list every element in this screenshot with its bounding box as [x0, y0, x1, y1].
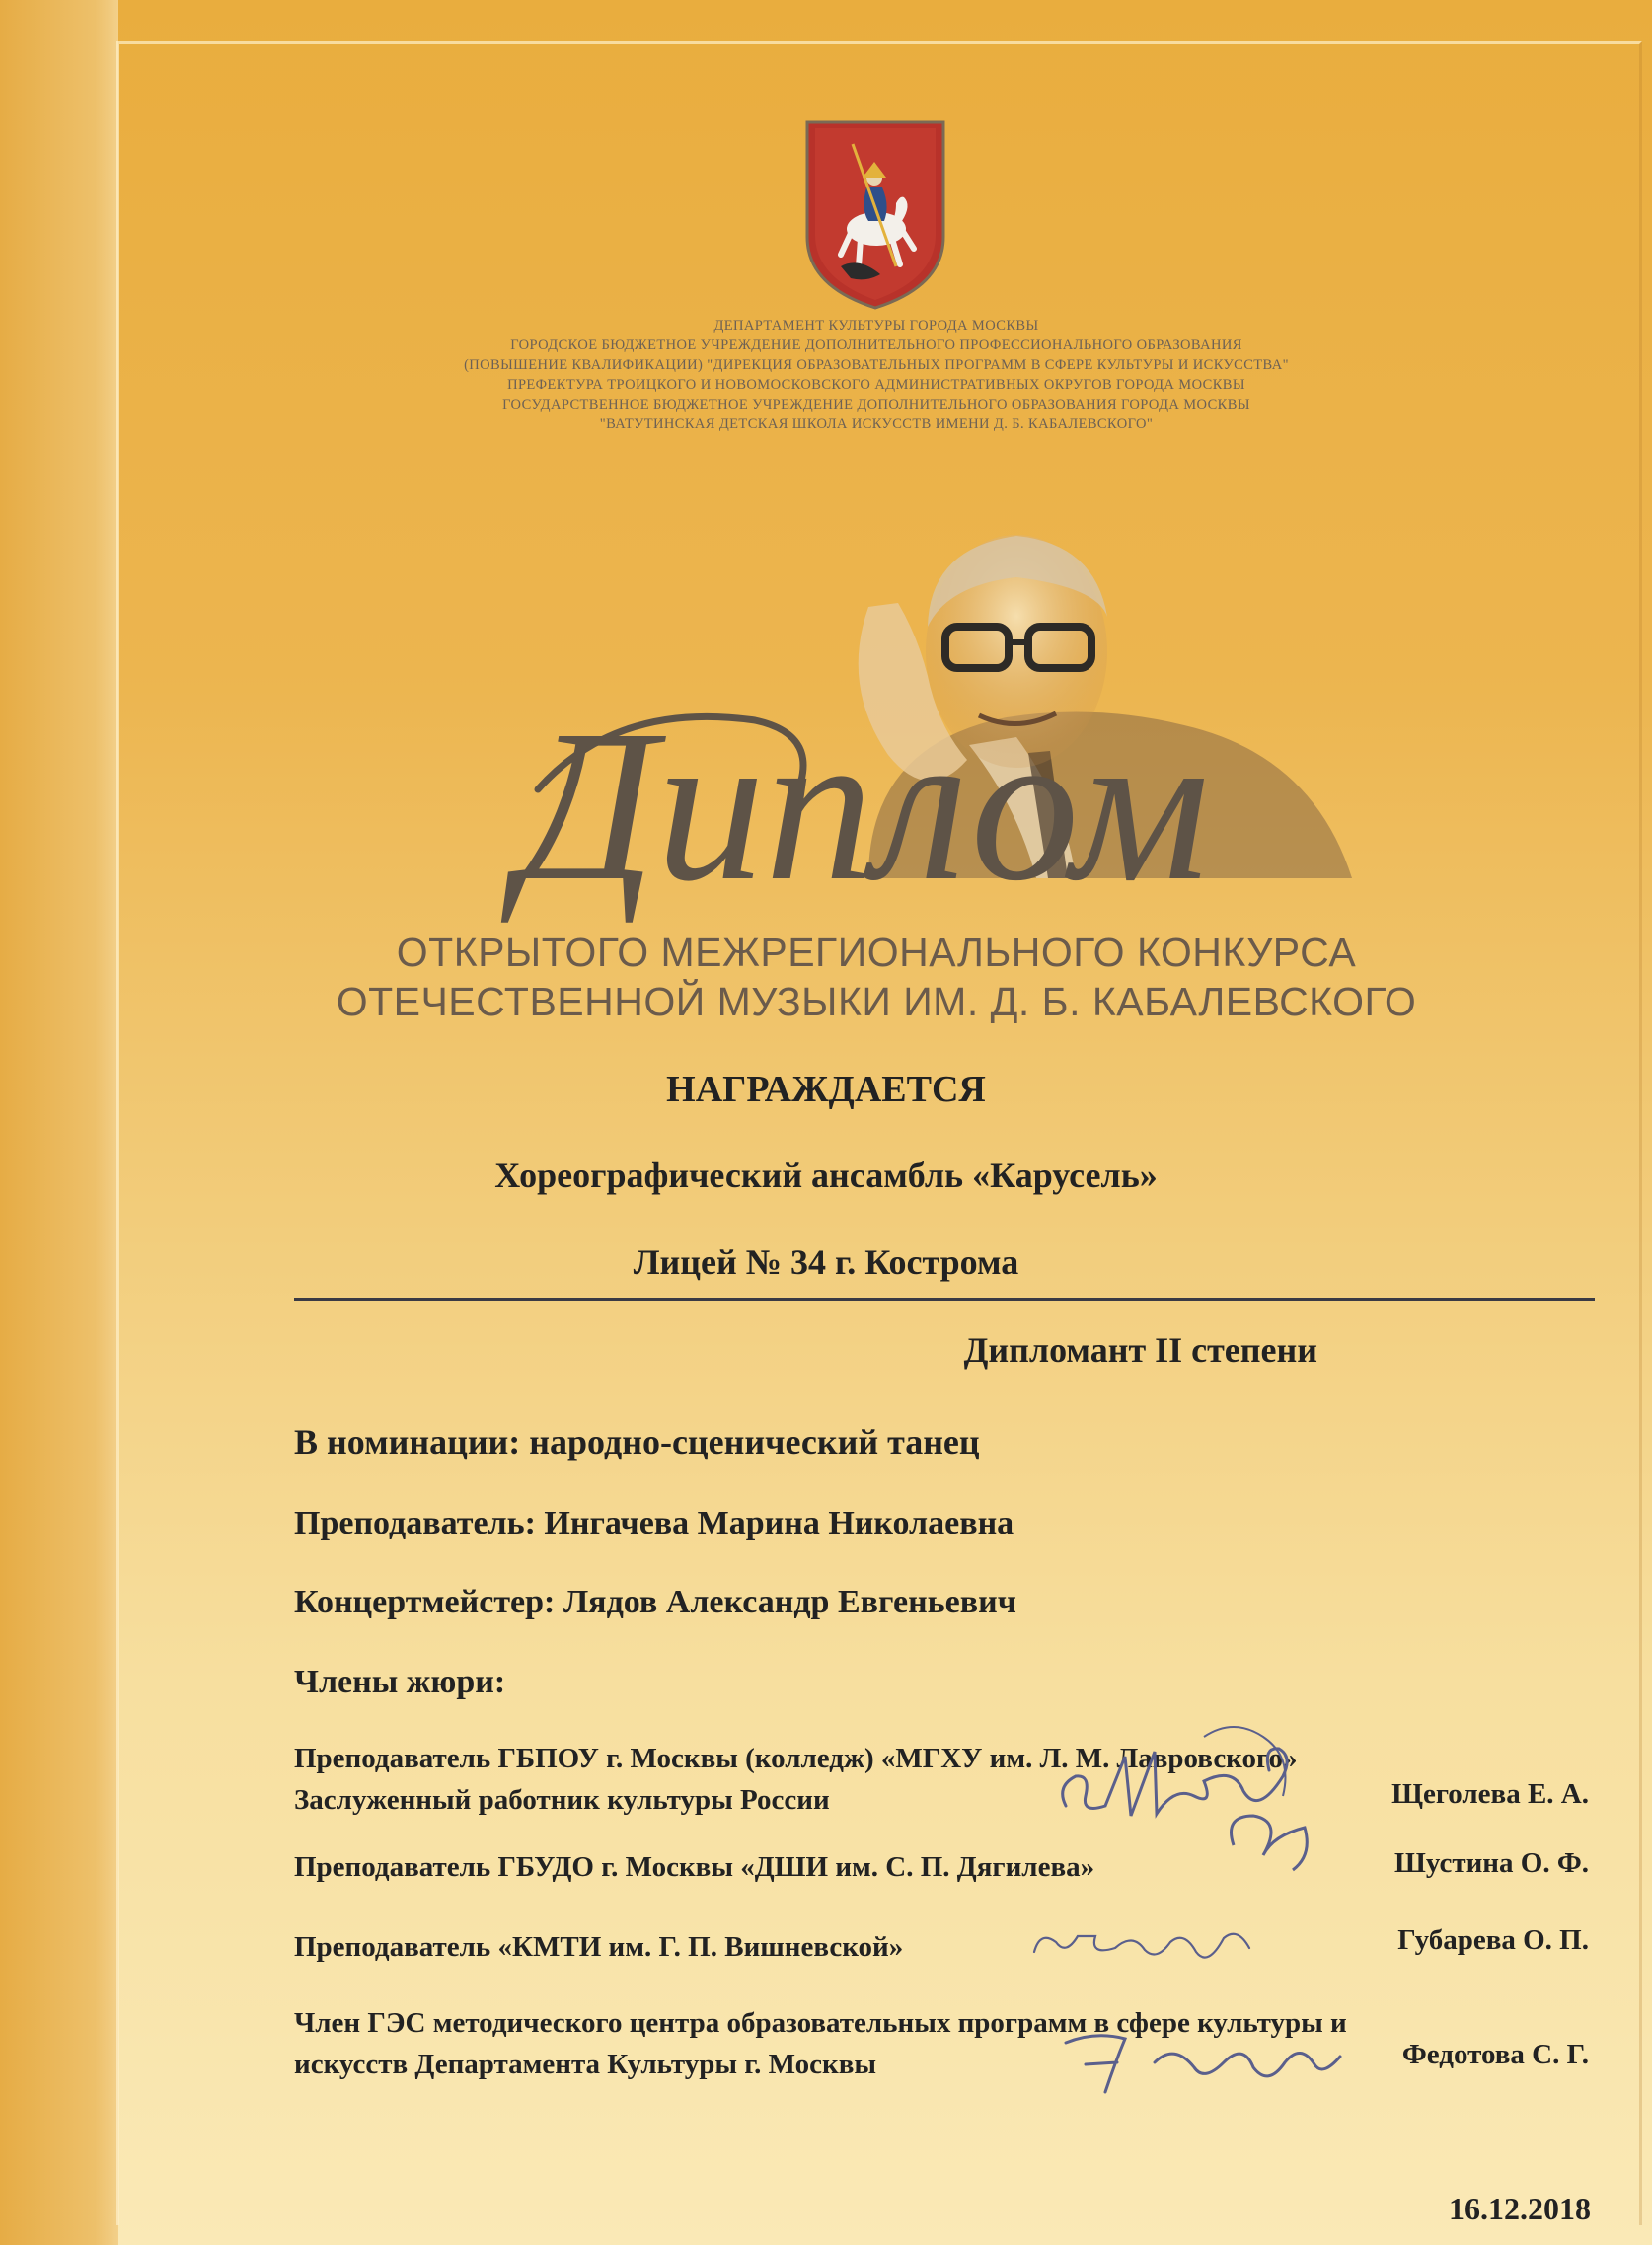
header-line: ГОРОДСКОЕ БЮДЖЕТНОЕ УЧРЕЖДЕНИЕ ДОПОЛНИТЕЛЬНОГО ПРОФЕССИОНАЛЬНОГО ОБРАЗОВАНИЯ: [510, 337, 1242, 353]
issuer-header: [316, 316, 1437, 434]
teacher: Преподаватель: Ингачева Марина Николаевна: [294, 1505, 1014, 1541]
jury-3-name: Губарева О. П.: [1397, 1924, 1589, 1956]
issue-date: 16.12.2018: [1449, 2191, 1591, 2226]
header-line: ГОСУДАРСТВЕННОЕ БЮДЖЕТНОЕ УЧРЕЖДЕНИЕ ДОПОЛНИТЕЛЬНОГО ОБРАЗОВАНИЯ ГОРОДА МОСКВЫ: [502, 397, 1250, 412]
jury-label: Члены жюри:: [294, 1664, 506, 1700]
awarded-label: НАГРАЖДАЕТСЯ: [666, 1069, 986, 1110]
jury-1-position-line-1: Преподаватель ГБПОУ г. Москвы (колледж) «МГХУ им. Л. М. Лавровского»: [294, 1743, 1298, 1774]
divider-line: [294, 1298, 1595, 1301]
signature-fedotova: [1056, 2013, 1352, 2112]
diploma-title: [498, 681, 1387, 928]
recipient-name: Хореографический ансамбль «Карусель»: [494, 1156, 1158, 1195]
header-line: "ВАТУТИНСКАЯ ДЕТСКАЯ ШКОЛА ИСКУССТВ ИМЕНИ Д. Б. КАБАЛЕВСКОГО": [599, 416, 1154, 432]
accompanist: Концертмейстер: Лядов Александр Евгеньевич: [294, 1584, 1016, 1620]
jury-1-name: Щеголева Е. А.: [1391, 1778, 1589, 1810]
header-line: (ПОВЫШЕНИЕ КВАЛИФИКАЦИИ) "ДИРЕКЦИЯ ОБРАЗОВАТЕЛЬНЫХ ПРОГРАММ В СФЕРЕ КУЛЬТУРЫ И ИСКУССТВА": [464, 357, 1289, 373]
signature-shchegoleva: [1046, 1697, 1362, 1895]
scan-margin: [0, 0, 118, 2245]
nomination: В номинации: народно-сценический танец: [294, 1422, 980, 1461]
jury-4-name: Федотова С. Г.: [1401, 2039, 1589, 2070]
competition-subtitle: [296, 928, 1457, 1026]
jury-3-position: Преподаватель «КМТИ им. Г. П. Вишневской»: [294, 1931, 904, 1963]
subtitle-line-2: ОТЕЧЕСТВЕННОЙ МУЗЫКИ ИМ. Д. Б. КАБАЛЕВСКОГО: [336, 979, 1417, 1024]
moscow-coat-of-arms-icon: [801, 118, 949, 312]
header-line: ДЕПАРТАМЕНТ КУЛЬТУРЫ ГОРОДА МОСКВЫ: [713, 318, 1039, 334]
header-line: ПРЕФЕКТУРА ТРОИЦКОГО И НОВОМОСКОВСКОГО АДМИНИСТРАТИВНЫХ ОКРУГОВ ГОРОДА МОСКВЫ: [507, 377, 1245, 393]
jury-2-name: Шустина О. Ф.: [1394, 1847, 1589, 1879]
signature-gubareva: [1026, 1912, 1263, 1982]
award-degree: Дипломант II степени: [963, 1330, 1317, 1370]
subtitle-line-1: ОТКРЫТОГО МЕЖРЕГИОНАЛЬНОГО КОНКУРСА: [396, 930, 1357, 975]
recipient-school: Лицей № 34 г. Кострома: [633, 1242, 1019, 1282]
jury-4-position-line-1: Член ГЭС методического центра образовательных программ в сфере культуры и: [294, 2007, 1347, 2039]
jury-2-position: Преподаватель ГБУДО г. Москвы «ДШИ им. С. П. Дягилева»: [294, 1851, 1095, 1883]
diploma-title-text: Диплом: [518, 685, 1210, 926]
jury-4-position-line-2: искусств Департамента Культуры г. Москвы: [294, 2049, 877, 2080]
jury-1-position-line-2: Заслуженный работник культуры России: [294, 1784, 830, 1816]
